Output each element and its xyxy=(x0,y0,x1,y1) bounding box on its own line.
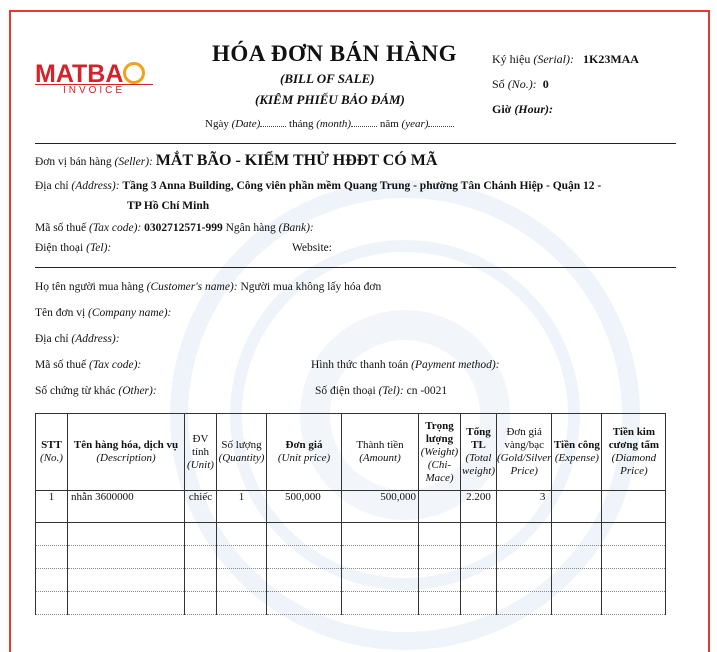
buyer-company-line: Tên đơn vị (Company name): xyxy=(35,307,172,319)
logo-o-icon xyxy=(123,62,145,84)
buyer-phone-line: Số điện thoại (Tel): cn -0021 xyxy=(315,385,448,397)
payment-method-line: Hình thức thanh toán (Payment method): xyxy=(311,359,500,371)
number-line: Số (No.): 0 xyxy=(492,77,549,91)
cell-desc: nhẫn 3600000 xyxy=(68,491,185,523)
seller-tax-line: Mã số thuế (Tax code): 0302712571-999 Ngân hàng (Bank): xyxy=(35,222,314,234)
items-table xyxy=(35,413,666,615)
col-unit: ĐV tính (Unit) xyxy=(185,414,217,491)
other-docs-line: Số chứng từ khác (Other): xyxy=(35,385,157,397)
cell-price: 500,000 xyxy=(267,491,342,523)
col-weight: Trọng lượng (Weight) (Chi-Mace) xyxy=(419,414,461,491)
col-stt: STT (No.) xyxy=(36,414,68,491)
col-amount: Thành tiền (Amount) xyxy=(342,414,419,491)
logo-text: MATBA xyxy=(35,60,124,88)
col-total-weight: Tổng TL (Total weight) xyxy=(461,414,497,491)
invoice-title: HÓA ĐƠN BÁN HÀNG xyxy=(212,41,458,66)
cell-expense xyxy=(552,491,602,523)
invoice-meta xyxy=(492,52,639,127)
buyer-name-line: Họ tên người mua hàng (Customer's name): Người mua không lấy hóa đơn xyxy=(35,281,382,293)
col-description: Tên hàng hóa, dịch vụ (Description) xyxy=(68,414,185,491)
cell-diamond xyxy=(602,491,666,523)
cell-qty: 1 xyxy=(217,491,267,523)
cell-gold-price: 3 xyxy=(497,491,552,523)
table-row xyxy=(36,491,666,523)
seller-website-line: Website: xyxy=(292,242,332,254)
seller-address-cont: TP Hồ Chí Minh xyxy=(127,200,210,212)
seller-name-line: Đơn vị bán hàng (Seller): MẮT BÃO - KIỂM THỬ HĐĐT CÓ MÃ xyxy=(35,152,438,169)
cell-unit: chiếc xyxy=(185,491,217,523)
divider xyxy=(35,267,676,268)
hour-line: Giờ (Hour): xyxy=(492,102,553,116)
invoice-date-line: Ngày (Date) tháng (month) năm (year) xyxy=(205,117,454,130)
col-expense: Tiền công (Expense) xyxy=(552,414,602,491)
cell-weight xyxy=(419,491,461,523)
divider xyxy=(35,143,676,144)
matbao-logo xyxy=(35,60,153,96)
table-header-row xyxy=(36,414,666,491)
table-row-empty xyxy=(36,569,666,592)
col-unit-price: Đơn giá (Unit price) xyxy=(267,414,342,491)
cell-amount: 500,000 xyxy=(342,491,419,523)
col-diamond: Tiền kim cương tấm (Diamond Price) xyxy=(602,414,666,491)
invoice-subtitle-vn: (KIÊM PHIẾU BẢO ĐẢM) xyxy=(255,92,405,107)
table-row-empty xyxy=(36,592,666,615)
logo-subtext: INVOICE xyxy=(35,84,153,96)
col-quantity: Số lượng (Quantity) xyxy=(217,414,267,491)
invoice-subtitle-en: (BILL OF SALE) xyxy=(280,71,375,86)
buyer-address-line: Địa chỉ (Address): xyxy=(35,333,120,345)
cell-total-weight: 2.200 xyxy=(461,491,497,523)
table-row-empty xyxy=(36,523,666,546)
buyer-tax-line: Mã số thuế (Tax code): xyxy=(35,359,142,371)
col-gold-price: Đơn giá vàng/bạc (Gold/Silver Price) xyxy=(497,414,552,491)
serial-line: Ký hiệu (Serial): 1K23MAA xyxy=(492,52,639,66)
seller-tel-line: Điện thoại (Tel): xyxy=(35,242,112,254)
cell-no: 1 xyxy=(36,491,68,523)
seller-address-line: Địa chỉ (Address): Tầng 3 Anna Building, Công viên phần mềm Quang Trung - phường Tân Chánh Hiệp - Quận 12 - xyxy=(35,180,602,192)
table-row-empty xyxy=(36,546,666,569)
